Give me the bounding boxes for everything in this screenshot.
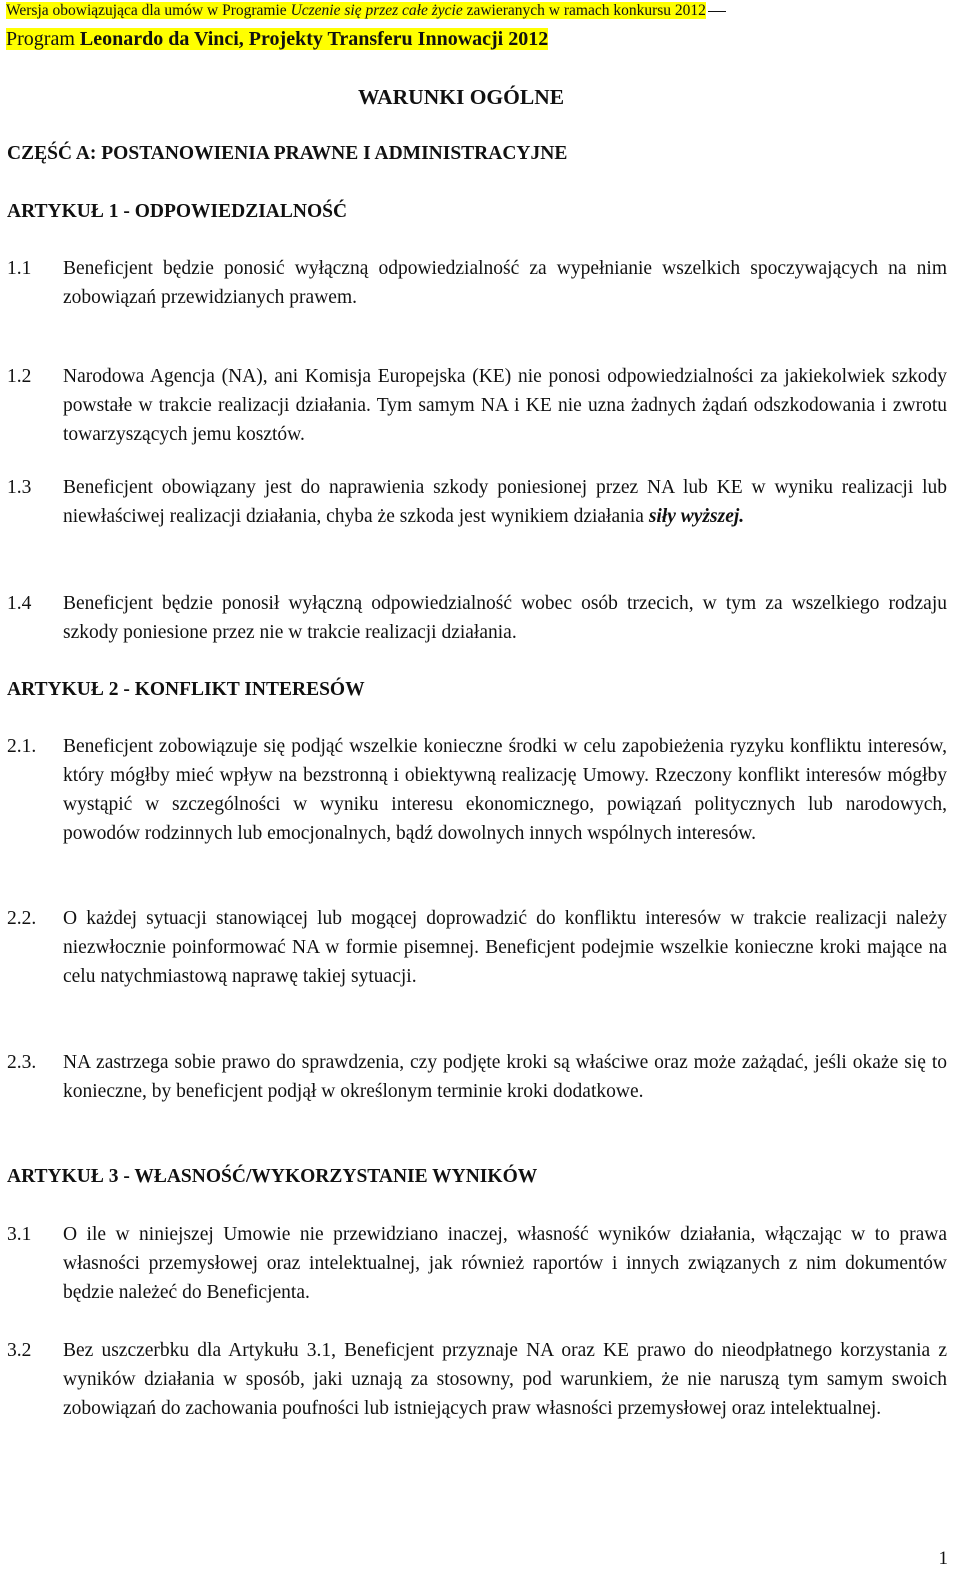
paragraph-text: NA zastrzega sobie prawo do sprawdzenia, czy podjęte kroki są właściwe oraz może zażądać, jeśli okaże się to konieczne, by beneficjent podjął w określonym terminie kroki dodatkowe. [63,1052,947,1102]
header-version-text-a: Wersja obowiązująca dla umów w Programie [6,2,291,19]
header-program-line [6,25,548,53]
paragraph-text: Beneficjent będzie ponosić wyłączną odpowiedzialność za wypełnianie wszelkich spoczywających na nim zobowiązań przewidzianych prawem. [63,258,947,308]
article-2-heading: ARTYKUŁ 2 - KONFLIKT INTERESÓW [7,679,365,700]
paragraph-1-1 [7,254,947,312]
paragraph-number: 2.1. [7,736,37,757]
header-program-italic: Uczenie się przez całe życie [290,2,463,19]
paragraph-2-3 [7,1048,947,1106]
article-3-heading: ARTYKUŁ 3 - WŁASNOŚĆ/WYKORZYSTANIE WYNIKÓW [7,1166,538,1187]
header-rule [708,11,726,12]
paragraph-1-3 [7,473,947,531]
paragraph-number: 1.2 [7,366,32,387]
paragraph-3-1 [7,1220,947,1307]
paragraph-number: 1.3 [7,477,32,498]
paragraph-text: Beneficjent będzie ponosił wyłączną odpowiedzialność wobec osób trzecich, w tym za wszelkiego rodzaju szkody poniesione przez nie w trakcie realizacji działania. [63,593,947,643]
paragraph-number: 1.1 [7,258,32,279]
paragraph-text: O ile w niniejszej Umowie nie przewidziano inaczej, własność wyników działania, włączając w to prawa własności przemysłowej oraz intelektualnej, jak również raportów i innych związanych z nim dokumentów będzie należeć do Beneficjenta. [63,1224,947,1303]
header-program-name: Leonardo da Vinci, Projekty Transferu Innowacji 2012 [79,28,549,50]
paragraph-3-2 [7,1336,947,1423]
paragraph-number: 3.1 [7,1224,32,1245]
paragraph-number: 2.3. [7,1052,37,1073]
header-program-prefix: Program [6,28,80,50]
header-version-text-b: zawieranych w ramach konkursu 2012 [462,2,706,19]
paragraph-text-main: Beneficjent obowiązany jest do naprawienia szkody poniesionej przez NA lub KE w wyniku realizacji lub niewłaściwej realizacji działania, chyba że szkoda jest wynikiem działania [63,477,947,527]
part-a-heading: CZĘŚĆ A: POSTANOWIENIA PRAWNE I ADMINISTRACYJNE [7,143,568,164]
paragraph-1-2 [7,362,947,449]
paragraph-text [63,473,947,531]
paragraph-1-4 [7,589,947,647]
page-number: 1 [938,1548,948,1569]
paragraph-number: 1.4 [7,593,32,614]
paragraph-text: Narodowa Agencja (NA), ani Komisja Europejska (KE) nie ponosi odpowiedzialności za jakiekolwiek szkody powstałe w trakcie realizacji działania. Tym samym NA i KE nie uzna żadnych żądań odszkodowania i zwrotu towarzyszących jemu kosztów. [63,366,947,445]
paragraph-text: O każdej sytuacji stanowiącej lub mogącej doprowadzić do konfliktu interesów w trakcie realizacji należy niezwłocznie poinformować NA w formie pisemnej. Beneficjent podejmie wszelkie konieczne kroki mające na celu natychmiastową naprawę takiej sytuacji. [63,908,947,987]
paragraph-text: Bez uszczerbku dla Artykułu 3.1, Beneficjent przyznaje NA oraz KE prawo do nieodpłatnego korzystania z wyników działania w sposób, jaki uznają za stosowny, pod warunkiem, że nie naruszą tym samym swoich zobowiązań do zachowania poufności lub istniejących praw własności przemysłowej oraz intelektualnej. [63,1340,947,1419]
paragraph-text: Beneficjent zobowiązuje się podjąć wszelkie konieczne środki w celu zapobieżenia ryzyku konfliktu interesów, który mógłby mieć wpływ na bezstronną i obiektywną realizację Umowy. Rzeczony konflikt interesów mógłby wystąpić w szczególności w wyniku interesu ekonomicznego, powiązań politycznych lub narodowych, powodów rodzinnych lub emocjonalnych, bądź dowolnych innych wspólnych interesów. [63,736,947,844]
paragraph-2-1 [7,732,947,848]
paragraph-2-2 [7,904,947,991]
header-version-line [6,0,726,22]
paragraph-number: 3.2 [7,1340,32,1361]
paragraph-number: 2.2. [7,908,37,929]
article-1-heading: ARTYKUŁ 1 - ODPOWIEDZIALNOŚĆ [7,201,348,222]
document-title: WARUNKI OGÓLNE [358,85,565,109]
force-majeure-emphasis: siły wyższej. [648,506,745,527]
